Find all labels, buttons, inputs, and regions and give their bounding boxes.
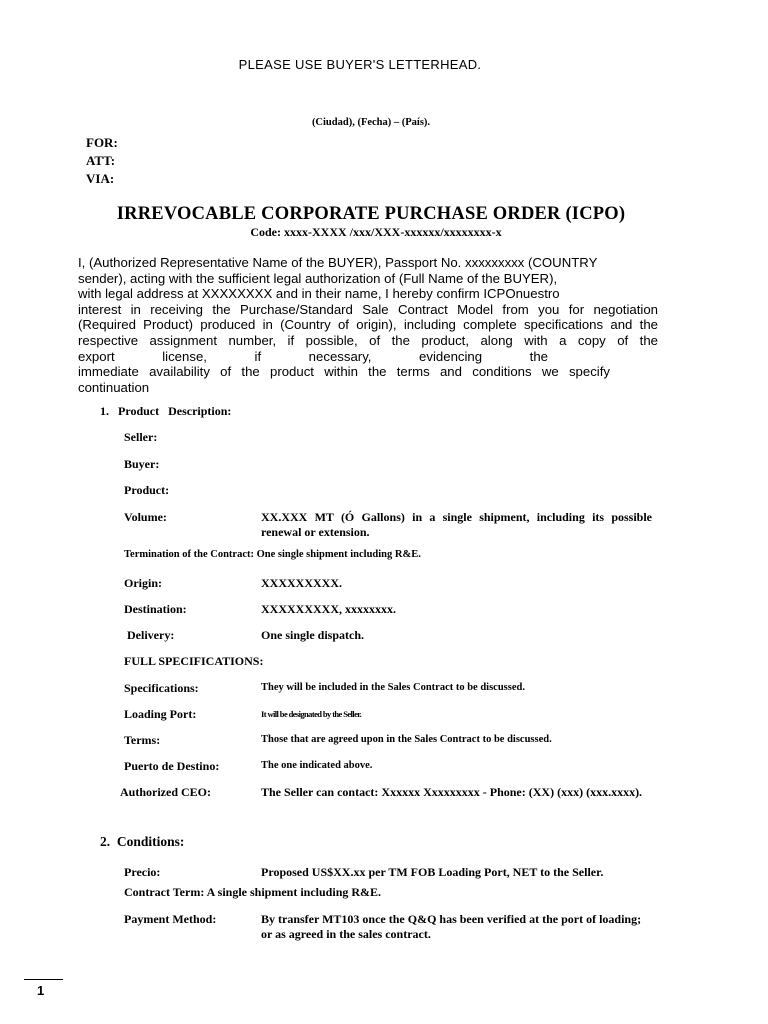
origin-label: Origin: — [124, 576, 162, 590]
buyer-label: Buyer: — [124, 457, 160, 471]
origin-value: XXXXXXXXX. — [261, 576, 342, 590]
via-label: VIA: — [86, 171, 115, 186]
page-number: 1 — [37, 983, 45, 998]
intro-line: I, (Authorized Representative Name of the BUYER), Passport No. xxxxxxxxx (COUNTRY — [78, 255, 598, 270]
intro-line: continuation — [78, 379, 150, 395]
contract-termination: Termination of the Contract: One single shipment including R&E. — [124, 549, 421, 560]
volume-label: Volume: — [124, 510, 167, 524]
delivery-value: One single dispatch. — [261, 628, 365, 642]
intro-line: immediate availability of the product within the terms and conditions we specify — [78, 364, 610, 380]
att-label: ATT: — [86, 153, 116, 168]
delivery-label: Delivery: — [124, 628, 175, 642]
volume-value: XX.XXX MT (Ó Gallons) in a single shipment, including its possible renewal or extension. — [261, 510, 652, 539]
document-title: IRREVOCABLE CORPORATE PURCHASE ORDER (ICPO) — [116, 204, 626, 224]
section-1-heading: 1. Product Description: — [100, 404, 232, 418]
price-value: Proposed US$XX.xx per TM FOB Loading Port, NET to the Seller. — [261, 865, 604, 879]
loading-port-value: It will be designated by the Seller. — [261, 709, 362, 719]
intro-paragraph — [78, 255, 658, 395]
contract-term: Contract Term: A single shipment including R&E. — [124, 885, 382, 899]
specifications-label: Specifications: — [124, 681, 199, 695]
footer-rule — [24, 979, 63, 980]
destination-value: XXXXXXXXX, xxxxxxxx. — [261, 602, 396, 616]
place-date-line: (Ciudad), (Fecha) – (País). — [311, 117, 431, 128]
document-code: Code: xxxx-XXXX /xxx/XXX-xxxxxx/xxxxxxxx-x — [250, 225, 502, 239]
intro-line: sender), acting with the sufficient legal authorization of (Full Name of the BUYER), — [78, 270, 558, 286]
intro-line: with legal address at XXXXXXXX and in their name, I hereby confirm ICPOnuestro — [78, 286, 560, 302]
price-label: Precio: — [124, 865, 161, 879]
terms-label: Terms: — [124, 733, 161, 747]
destination-port-value: The one indicated above. — [261, 760, 373, 771]
intro-line: interest in receiving the Purchase/Standard Sale Contract Model from you for negotiation — [78, 301, 658, 317]
payment-method-value: By transfer MT103 once the Q&Q has been verified at the port of loading; or as agreed in the sales contract. — [261, 912, 642, 941]
terms-value: Those that are agreed upon in the Sales Contract to be discussed. — [261, 734, 552, 745]
seller-label: Seller: — [124, 430, 158, 444]
section-2-heading: 2. Conditions: — [100, 834, 185, 849]
authorized-ceo-value: The Seller can contact: Xxxxxx Xxxxxxxxx - Phone: (XX) (xxx) (xxx.xxxx). — [261, 785, 643, 799]
destination-label: Destination: — [124, 602, 187, 616]
intro-line: (Required Product) produced in (Country of origin), including complete specifications and the — [78, 317, 658, 333]
intro-line: respective assignment number, if possible, of the product, along with a copy of the — [78, 332, 658, 348]
authorized-ceo-label: Authorized CEO: — [120, 785, 211, 799]
full-specifications-heading: FULL SPECIFICATIONS: — [124, 654, 264, 668]
product-label: Product: — [124, 483, 170, 497]
for-label: FOR: — [86, 135, 118, 150]
destination-port-label: Puerto de Destino: — [124, 759, 220, 773]
specifications-value: They will be included in the Sales Contract to be discussed. — [261, 682, 525, 693]
letterhead-note: PLEASE USE BUYER'S LETTERHEAD. — [238, 57, 482, 72]
intro-line: export license, if necessary, evidencing the — [78, 348, 548, 364]
loading-port-label: Loading Port: — [124, 707, 197, 721]
payment-method-label: Payment Method: — [124, 912, 217, 926]
